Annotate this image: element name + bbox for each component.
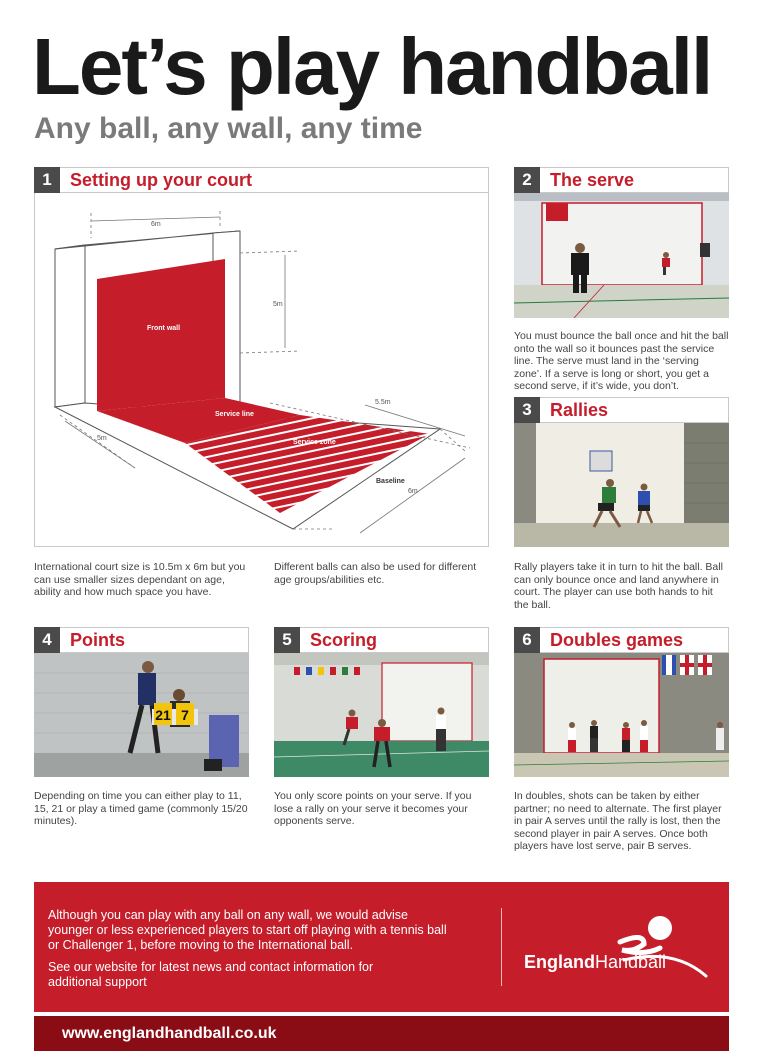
scoring-text: You only score points on your serve. If you lose a rally on your serve it becomes your opponents serve. [274,790,472,827]
court-svg [35,193,488,545]
score-left: 21 [155,707,171,723]
logo-regular: Handball [595,952,667,972]
doubles-text: In doubles, shots can be taken by either partner; no need to alternate. The first player in pair A serves until the rally is lost, then the second player in pair A serves. Once both players have lost serve, pair B serves. [514,790,722,852]
section-3-title: Rallies [550,399,609,420]
section-2-header [514,167,729,193]
court-size-text: International court size is 10.5m x 6m but you can use smaller sizes dependant on age, ability and how much space you have. [34,561,246,598]
section-4-number: 4 [34,627,60,653]
page-title: Let’s play handball [32,22,712,111]
serve-photo [514,193,729,318]
front-wall-label: Front wall [147,325,181,332]
left-wall-outer [55,245,85,407]
section-1-title: Setting up your court [70,169,252,190]
score-right: 7 [181,707,189,723]
section-3-number: 3 [514,397,540,423]
points-photo [34,653,249,777]
advice-banner [34,882,729,1012]
balls-text: Different balls can also be used for different age groups/abilities etc. [274,561,477,586]
section-4-title: Points [70,629,126,650]
section-1-number: 1 [34,167,60,193]
section-2-number: 2 [514,167,540,193]
rallies-text: Rally players take it in turn to hit the ball. Ball can only bounce once and land anywhere in court. The player can use both hands to hit the ball. [514,561,723,611]
dim-side-right-label: 5.5m [375,399,391,406]
rallies-photo [514,423,729,547]
dim-side-left-label: 5m [97,435,107,442]
section-4-header [34,627,249,653]
section-2-title: The serve [550,169,635,190]
banner-website-note: See our website for latest news and contact information for additional support [48,960,374,989]
section-5-number: 5 [274,627,300,653]
serve-text: You must bounce the ball once and hit the ball onto the wall so it bounces past the service line. The serve must land in the ‘serving zone’. If a serve is long or short, you get a second serve, if it’s wide, you don’t. [514,330,729,392]
section-3-header [514,397,729,423]
website-link[interactable]: www.englandhandball.co.uk [62,1025,277,1042]
doubles-photo [514,653,729,777]
section-1-header [34,167,489,193]
page-subtitle: Any ball, any wall, any time [34,112,423,145]
front-wall [97,259,225,411]
banner-divider [501,908,502,986]
baseline-label: Baseline [376,478,405,485]
section-5-header [274,627,489,653]
section-5-title: Scoring [310,629,378,650]
dim-height-label: 5m [273,301,283,308]
logo-bold: England [524,952,595,972]
scoring-photo [274,653,489,777]
section-6-header [514,627,729,653]
wall-top-edge [55,231,240,249]
service-line-label: Service line [215,411,254,418]
service-zone-label: Service zone [293,439,336,446]
logo-wordmark [524,952,666,973]
court-diagram [34,193,489,547]
points-text: Depending on time you can either play to 11, 15, 21 or play a timed game (commonly 15/20 minutes). [34,790,248,827]
section-6-title: Doubles games [550,629,684,650]
section-6-number: 6 [514,627,540,653]
dim-base-label: 6m [408,488,418,495]
footer-bar [34,1016,729,1051]
banner-advice: Although you can play with any ball on any wall, we would advise younger or less experienced players to start off playing with a tennis ball or Challenger 1, before moving to the International ball. [48,908,447,952]
dim-top-label: 6m [151,221,161,228]
